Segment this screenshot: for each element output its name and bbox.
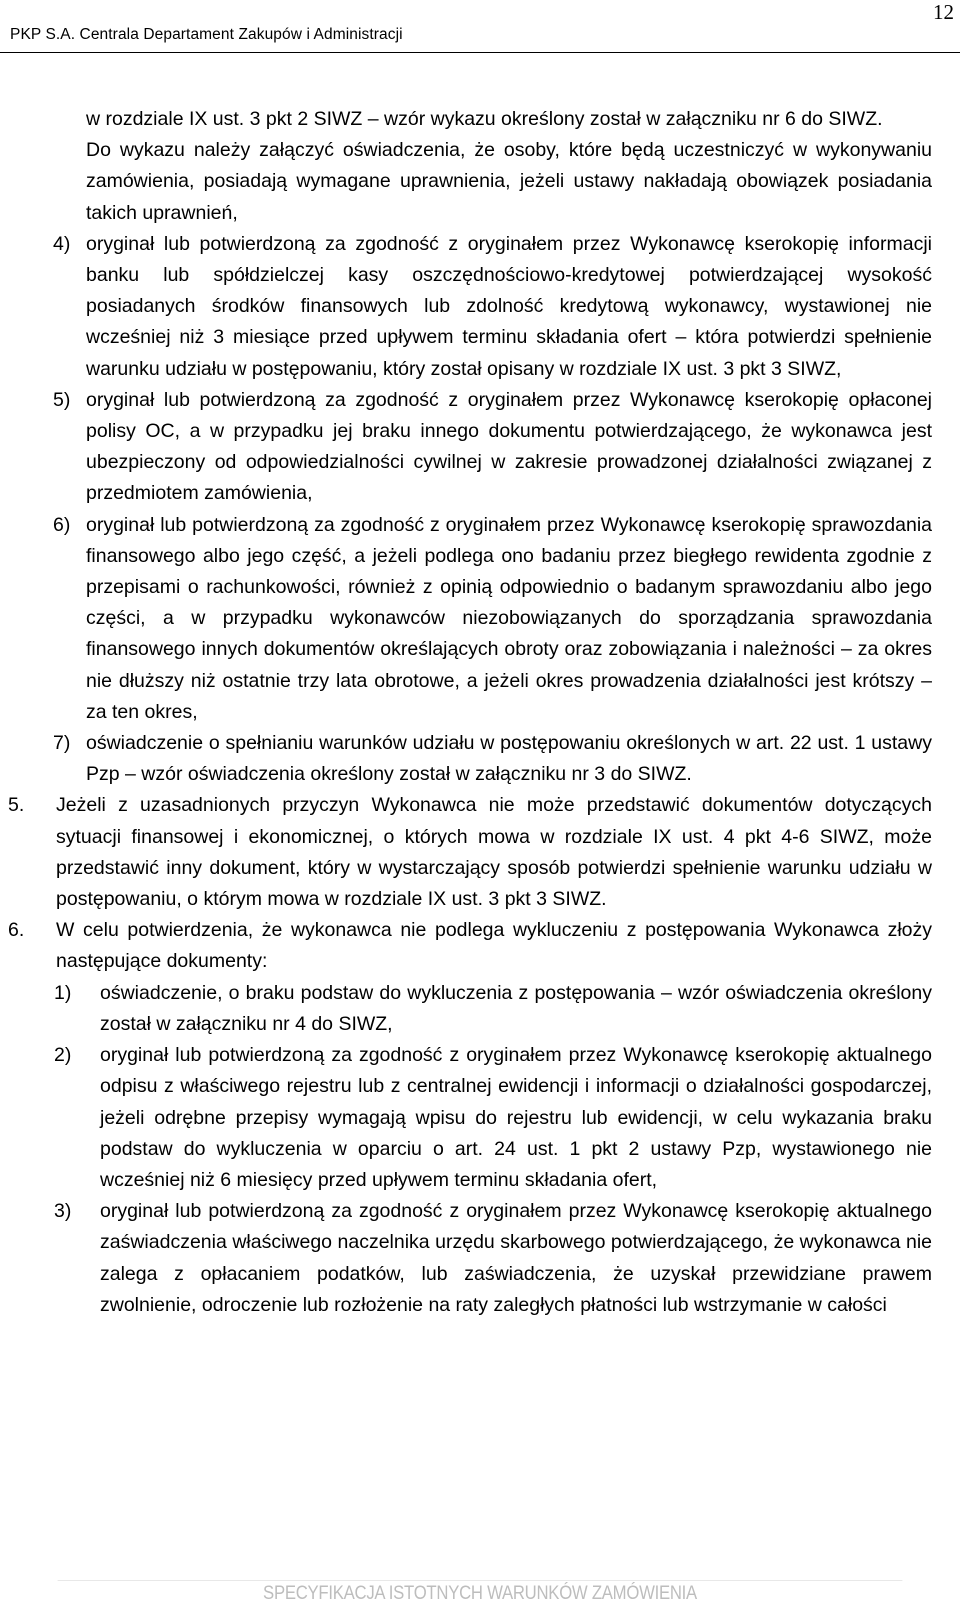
list-item-number: 1) bbox=[54, 981, 72, 1004]
list-item-text: oryginał lub potwierdzoną za zgodność z oryginałem przez Wykonawcę kserokopię opłaconej polisy OC, a w przypadku jej braku innego dokumentu potwierdzającego, że wykonawca jest ubezpieczony od odpowiedzialności cywilnej w zakresie prowadzonej działalności związanej z przedmiotem zamówienia, bbox=[86, 388, 932, 505]
section-number: 5. bbox=[8, 794, 25, 817]
list-item bbox=[54, 978, 932, 1040]
list-item bbox=[53, 229, 932, 385]
continuation-paragraph: Do wykazu należy załączyć oświadczenia, że osoby, które będą uczestniczyć w wykonywaniu zamówienia, posiadają wymagane uprawnienia, jeżeli ustawy nakładają obowiązek posiadania takich uprawnień, bbox=[86, 139, 932, 224]
header-title: PKP S.A. Centrala Departament Zakupów i Administracji bbox=[10, 26, 403, 43]
section-number: 6. bbox=[8, 919, 25, 942]
list-item-number: 6) bbox=[53, 513, 71, 536]
list-item bbox=[54, 1196, 932, 1321]
section-text: Jeżeli z uzasadnionych przyczyn Wykonawca nie może przedstawić dokumentów dotyczących sytuacji finansowej i ekonomicznej, o których mowa w rozdziale IX ust. 4 pkt 4-6 SIWZ, może przedstawić inny dokument, który w wystarczający sposób potwierdzi spełnienie warunku udziału w postępowaniu, o którym mowa w rozdziale IX ust. 3 pkt 3 SIWZ. bbox=[56, 794, 932, 911]
section-text: W celu potwierdzenia, że wykonawca nie podlega wykluczeniu z postępowania Wykonawca złoży następujące dokumenty: bbox=[56, 919, 932, 973]
section-5 bbox=[8, 790, 932, 915]
list-item-text: oryginał lub potwierdzoną za zgodność z oryginałem przez Wykonawcę kserokopię sprawozdania finansowego albo jego część, a jeżeli podlega ono badaniu przez biegłego rewidenta zgodnie z przepisami o rachunkowości, również z opinią odpowiednio o badanym sprawozdaniu albo jego części, a w przypadku wykonawców niezobowiązanych do sporządzania sprawozdania finansowego innych dokumentów określających obroty oraz zobowiązania i należności – za okres nie dłuższy niż ostatnie trzy lata obrotowe, a jeżeli okres prowadzenia działalności jest krótszy – za ten okres, bbox=[86, 513, 932, 723]
continuation-paragraph: w rozdziale IX ust. 3 pkt 2 SIWZ – wzór wykazu określony został w załączniku nr 6 do SIWZ. bbox=[86, 108, 883, 130]
page-footer: SPECYFIKACJA ISTOTNYCH WARUNKÓW ZAMÓWIENIA bbox=[58, 1580, 903, 1605]
list-item-text: oświadczenie o spełnianiu warunków udziału w postępowaniu określonych w art. 22 ust. 1 ustawy Pzp – wzór oświadczenia określony został w załączniku nr 3 do SIWZ. bbox=[86, 732, 932, 786]
page-header bbox=[0, 0, 960, 53]
document-body bbox=[0, 104, 960, 1321]
page-number: 12 bbox=[933, 0, 954, 24]
list-item-number: 7) bbox=[53, 732, 71, 755]
list-item-number: 2) bbox=[54, 1044, 72, 1067]
list-item bbox=[54, 1040, 932, 1196]
section-6 bbox=[8, 915, 932, 977]
list-item-text: oryginał lub potwierdzoną za zgodność z oryginałem przez Wykonawcę kserokopię aktualnego zaświadczenia właściwego naczelnika urzędu skarbowego potwierdzającego, że wykonawca nie zalega z opłacaniem podatków, lub zaświadczenia, że uzyskał przewidziane prawem zwolnienie, odroczenie lub rozłożenie na raty zaległych płatności lub wstrzymanie w całości bbox=[100, 1200, 932, 1316]
list-item-text: oświadczenie, o braku podstaw do wykluczenia z postępowania – wzór oświadczenia określony został w załączniku nr 4 do SIWZ, bbox=[100, 981, 932, 1035]
list-item bbox=[53, 385, 932, 510]
list-item bbox=[53, 510, 932, 728]
list-item-text: oryginał lub potwierdzoną za zgodność z oryginałem przez Wykonawcę kserokopię aktualnego odpisu z właściwego rejestru lub z centralnej ewidencji i informacji o działalności gospodarczej, jeżeli odrębne przepisy wymagają wpisu do rejestru lub ewidencji, w celu wykazania braku podstaw do wykluczenia w oparciu o art. 24 ust. 1 pkt 2 ustawy Pzp, wystawionego nie wcześniej niż 6 miesięcy przed upływem terminu składania ofert, bbox=[100, 1044, 932, 1191]
list-item-number: 3) bbox=[54, 1200, 72, 1223]
list-item-number: 5) bbox=[53, 388, 71, 411]
list-item bbox=[53, 728, 932, 790]
list-item-number: 4) bbox=[53, 232, 71, 255]
list-item-text: oryginał lub potwierdzoną za zgodność z oryginałem przez Wykonawcę kserokopię informacji banku lub spółdzielczej kasy oszczędnościowo-kredytowej potwierdzającej wysokość posiadanych środków finansowych lub zdolność kredytową wykonawcy, wystawionej nie wcześniej niż 3 miesiące przed upływem terminu składania ofert – która potwierdzi spełnienie warunku udziału w postępowaniu, który został opisany w rozdziale IX ust. 3 pkt 3 SIWZ, bbox=[86, 232, 932, 380]
